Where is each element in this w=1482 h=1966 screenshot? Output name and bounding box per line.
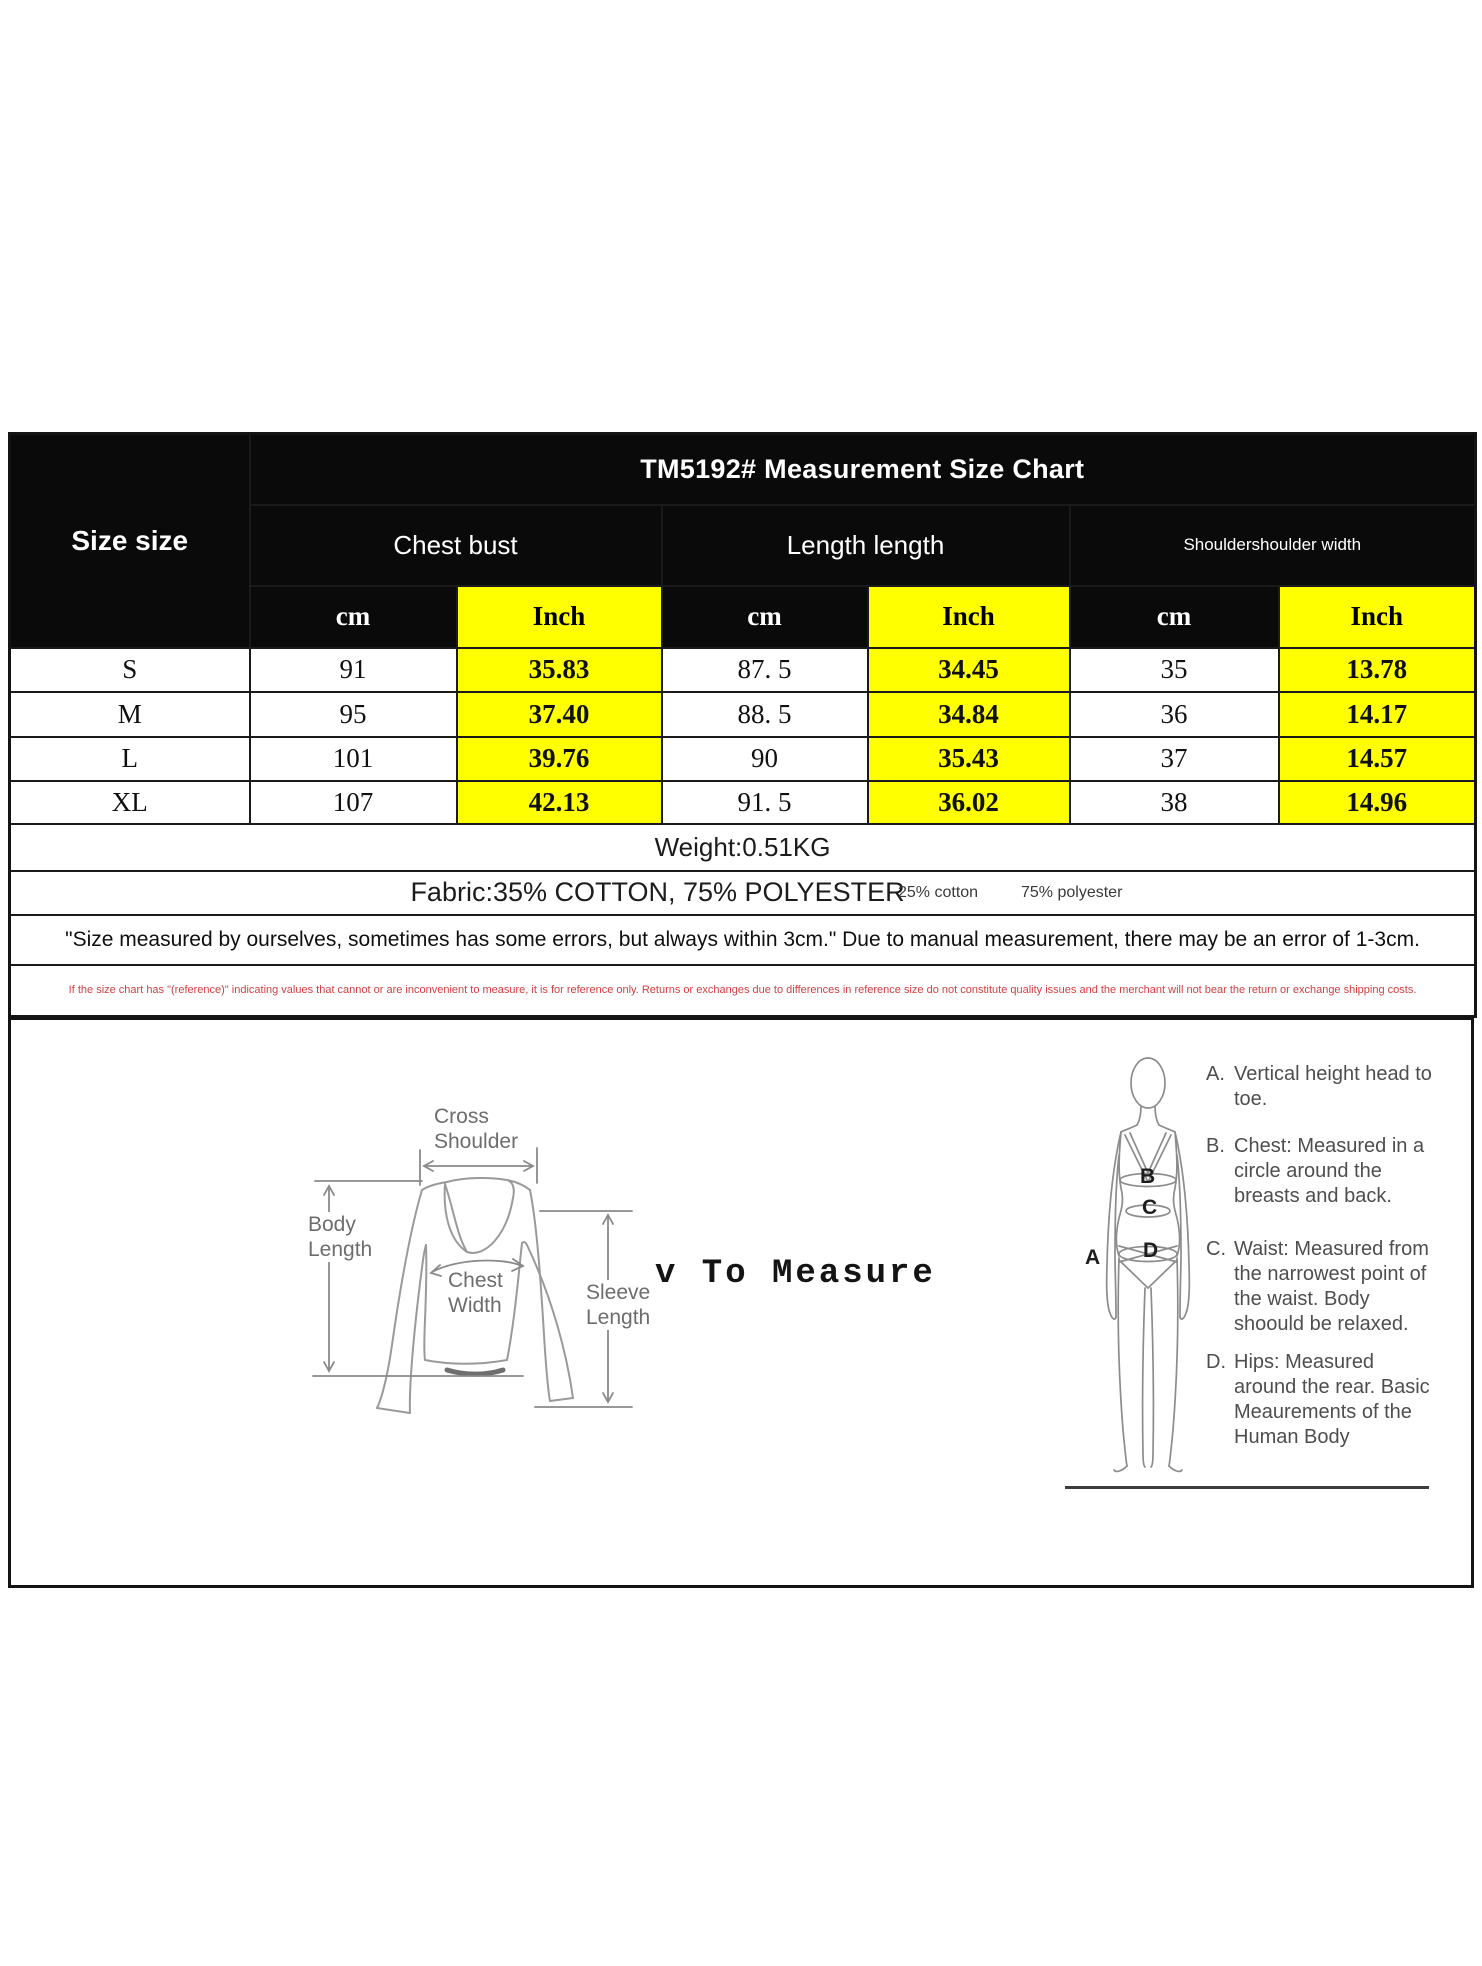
measurement-disclaimer: "Size measured by ourselves, sometimes has some errors, but always within 3cm." Due to manual measurement, there may be an error of 1-3cm. xyxy=(10,915,1476,965)
value-cell: 36.02 xyxy=(868,781,1070,824)
measurement-size-table xyxy=(8,432,1477,1018)
reference-note: If the size chart has "(reference)" indicating values that cannot or are inconvenient to measure, it is for reference only. Returns or exchanges due to differences in reference size do not constitute quality issues and the merchant will not bear the return or exchange shipping costs. xyxy=(10,965,1476,1017)
value-cell: 34.45 xyxy=(868,648,1070,692)
value-cell: 14.57 xyxy=(1279,737,1476,781)
body-length-label: Body Length xyxy=(308,1213,373,1261)
value-cell: 14.17 xyxy=(1279,692,1476,737)
unit-header-cm: cm xyxy=(1070,586,1279,648)
size-label: XL xyxy=(10,781,250,824)
annotation-item xyxy=(1206,1350,1432,1450)
annotation-item xyxy=(1206,1237,1432,1337)
how-to-measure-title: v To Measure xyxy=(655,1255,936,1293)
value-cell: 91 xyxy=(250,648,457,692)
fabric-text: Fabric:35% COTTON, 75% POLYESTER xyxy=(410,877,905,907)
value-cell: 35 xyxy=(1070,648,1279,692)
annotation-text: Hips: Measured around the rear. Basic Meaurements of the Human Body xyxy=(1234,1351,1430,1448)
table-row xyxy=(10,781,1476,824)
fabric-note-polyester: 75% polyester xyxy=(1021,883,1123,901)
annotation-letter: B. xyxy=(1206,1135,1225,1157)
size-label: L xyxy=(10,737,250,781)
value-cell: 91. 5 xyxy=(662,781,868,824)
unit-header-inch: Inch xyxy=(1279,586,1476,648)
annotation-item xyxy=(1206,1062,1432,1112)
value-cell: 107 xyxy=(250,781,457,824)
group-header-length: Length length xyxy=(662,505,1070,586)
group-header-shoulder: Shouldershoulder width xyxy=(1070,505,1476,586)
value-cell: 88. 5 xyxy=(662,692,868,737)
cross-shoulder-label: Cross Shoulder xyxy=(434,1105,519,1153)
figure-letter-a: A xyxy=(1085,1246,1101,1269)
figure-underline xyxy=(1065,1486,1429,1489)
value-cell: 13.78 xyxy=(1279,648,1476,692)
chest-width-label: Chest Width xyxy=(448,1269,503,1317)
value-cell: 101 xyxy=(250,737,457,781)
value-cell: 37 xyxy=(1070,737,1279,781)
value-cell: 42.13 xyxy=(457,781,662,824)
value-cell: 37.40 xyxy=(457,692,662,737)
annotation-text: Vertical height head to toe. xyxy=(1234,1063,1432,1110)
value-cell: 34.84 xyxy=(868,692,1070,737)
table-title: TM5192# Measurement Size Chart xyxy=(250,434,1476,505)
annotation-letter: A. xyxy=(1206,1063,1225,1085)
table-row xyxy=(10,648,1476,692)
annotation-item xyxy=(1206,1134,1432,1209)
unit-header-cm: cm xyxy=(250,586,457,648)
fabric-row xyxy=(10,871,1476,915)
value-cell: 14.96 xyxy=(1279,781,1476,824)
group-header-chest: Chest bust xyxy=(250,505,662,586)
value-cell: 90 xyxy=(662,737,868,781)
value-cell: 38 xyxy=(1070,781,1279,824)
value-cell: 35.83 xyxy=(457,648,662,692)
size-column-header: Size size xyxy=(10,434,250,648)
figure-letter-b: B xyxy=(1140,1165,1156,1188)
weight-row: Weight:0.51KG xyxy=(10,824,1476,871)
fabric-note-cotton: 25% cotton xyxy=(898,883,979,901)
sleeve-length-label: Sleeve Length xyxy=(586,1281,651,1329)
value-cell: 36 xyxy=(1070,692,1279,737)
table-row xyxy=(10,692,1476,737)
annotation-text: Chest: Measured in a circle around the breasts and back. xyxy=(1234,1135,1425,1207)
annotation-letter: C. xyxy=(1206,1238,1226,1260)
value-cell: 35.43 xyxy=(868,737,1070,781)
measure-annotations xyxy=(1206,1062,1432,1450)
annotation-text: Waist: Measured from the narrowest point of the waist. Body shoould be relaxed. xyxy=(1234,1238,1429,1335)
body-figure-diagram xyxy=(1055,1030,1195,1480)
figure-letter-c: C xyxy=(1142,1196,1158,1219)
figure-letter-d: D xyxy=(1143,1239,1159,1262)
value-cell: 39.76 xyxy=(457,737,662,781)
value-cell: 95 xyxy=(250,692,457,737)
value-cell: 87. 5 xyxy=(662,648,868,692)
size-label: S xyxy=(10,648,250,692)
annotation-letter: D. xyxy=(1206,1351,1226,1373)
table-row xyxy=(10,737,1476,781)
size-label: M xyxy=(10,692,250,737)
unit-header-cm: cm xyxy=(662,586,868,648)
unit-header-inch: Inch xyxy=(868,586,1070,648)
unit-header-inch: Inch xyxy=(457,586,662,648)
